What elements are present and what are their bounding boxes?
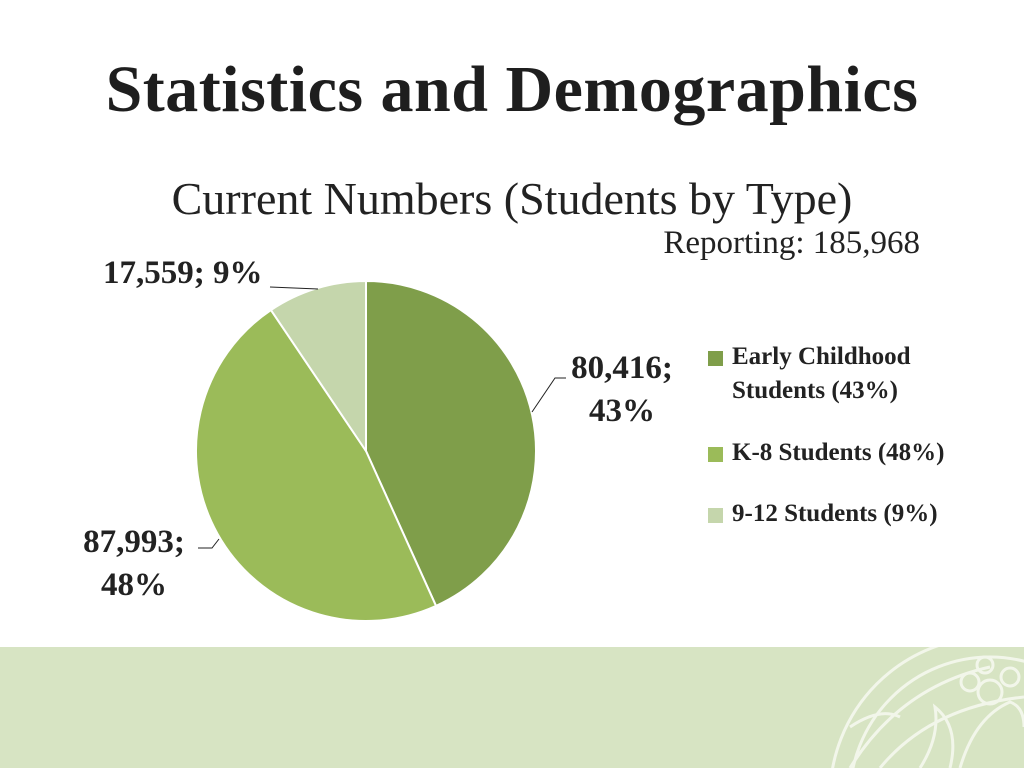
leader-line-k8 [198, 539, 219, 548]
legend-item-9-12 [708, 497, 1008, 531]
legend-label-early-childhood: Early Childhood Students (43%) [732, 343, 911, 404]
legend-label-k8: K-8 Students (48%) [732, 438, 945, 466]
leader-line-9-12 [270, 287, 318, 289]
data-label-early-childhood-value: 80,416; [571, 350, 673, 386]
data-label-k8-percent: 48% [101, 566, 167, 603]
footer-band [0, 647, 1024, 768]
legend-label-9-12: 9-12 Students (9%) [732, 500, 938, 528]
reporting-value: 185,968 [812, 225, 920, 261]
data-label-early-childhood [560, 347, 684, 433]
chart-legend [708, 340, 1008, 559]
data-label-9-12 [103, 252, 263, 295]
data-label-early-childhood-percent: 43% [589, 392, 655, 429]
data-label-k8 [72, 521, 196, 607]
legend-swatch-9-12 [708, 508, 723, 523]
chart-title: Current Numbers (Students by Type) [171, 173, 853, 224]
data-label-9-12-text: 17,559; 9% [103, 255, 263, 291]
slide-title: Statistics and Demographics [105, 53, 919, 126]
data-label-k8-value: 87,993; [83, 524, 185, 560]
legend-swatch-k8 [708, 447, 723, 462]
reporting-label: Reporting: [663, 225, 805, 261]
legend-swatch-early-childhood [708, 351, 723, 366]
legend-item-early-childhood [708, 340, 1008, 408]
decorative-ornament [0, 647, 1024, 768]
legend-item-k8 [708, 436, 1008, 470]
